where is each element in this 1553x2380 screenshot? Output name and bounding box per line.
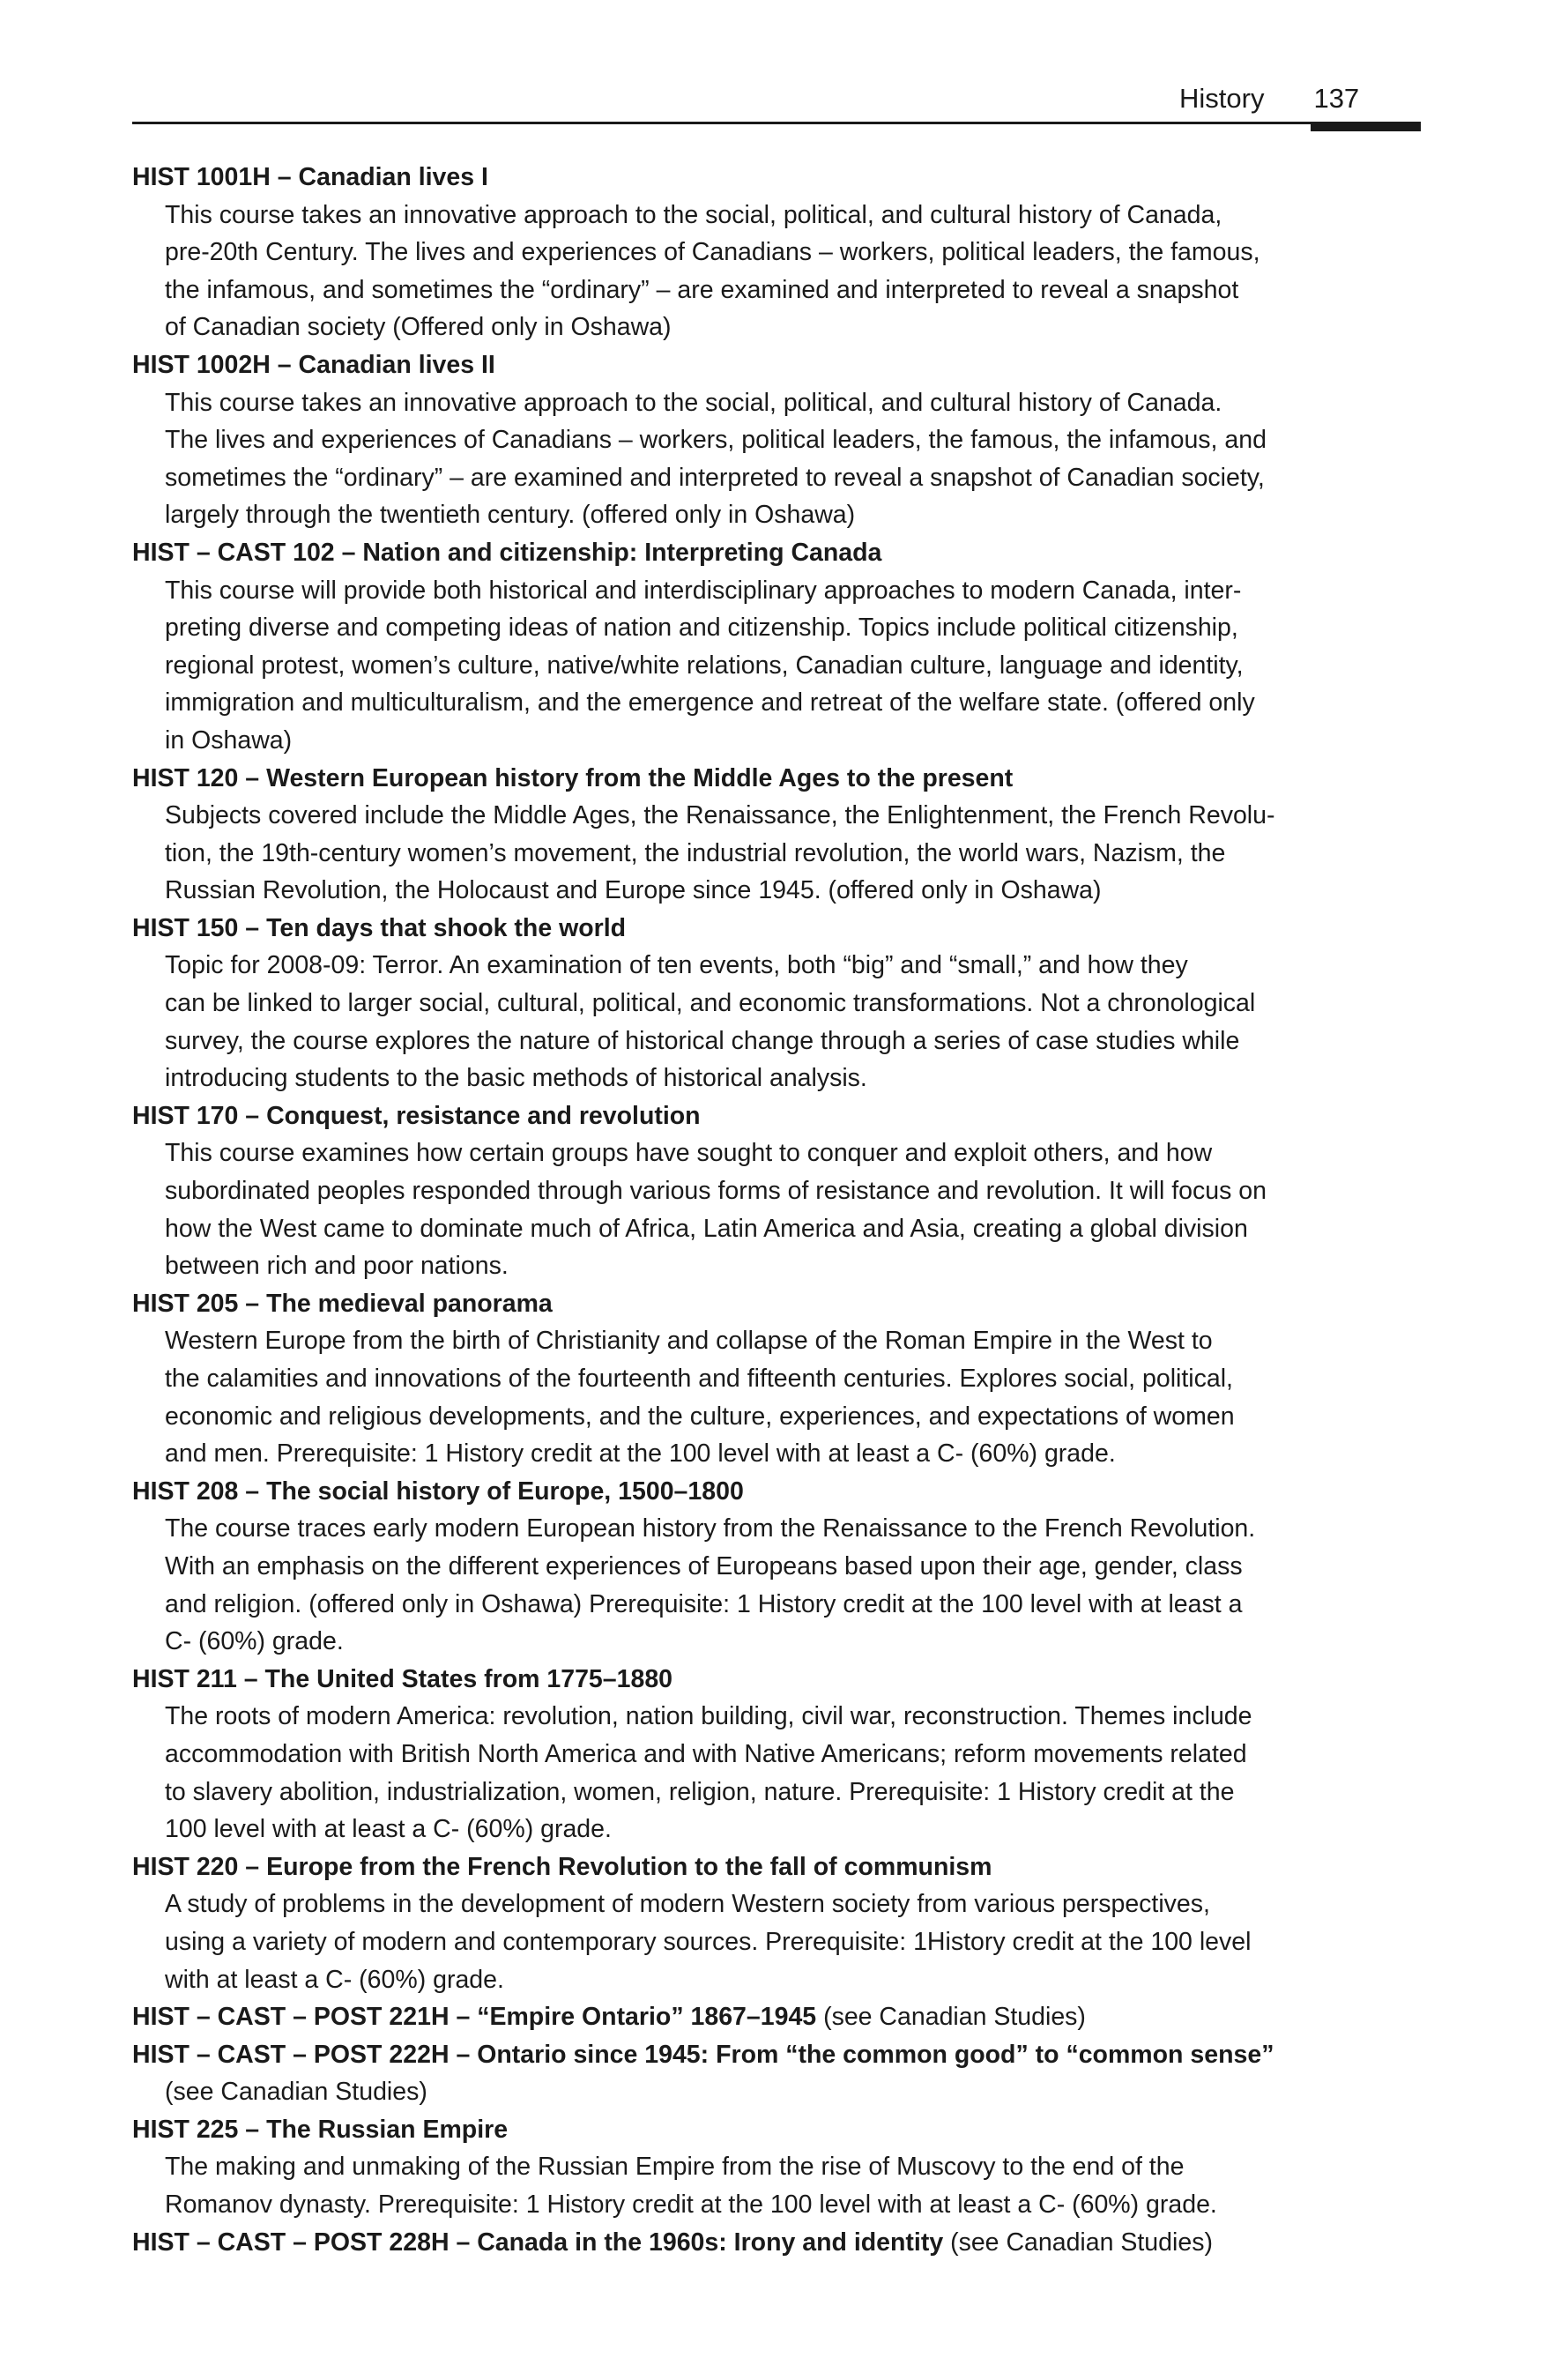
course-entry [132, 1998, 1421, 2036]
description-line: With an emphasis on the different experiences of Europeans based upon their age, gender, class [165, 1551, 1243, 1580]
course-title [132, 760, 1421, 798]
course-title-text: HIST – CAST – POST 222H – Ontario since 1945: From “the common good” to “common sense” [132, 2040, 1274, 2069]
description-line: and religion. (offered only in Oshawa) Prerequisite: 1 History credit at the 100 level with at least a [165, 1589, 1243, 1618]
course-title-text: HIST – CAST – POST 228H – Canada in the 1960s: Irony and identity [132, 2228, 944, 2257]
course-description [165, 384, 1421, 534]
course-title [132, 1285, 1421, 1323]
description-line: immigration and multiculturalism, and the emergence and retreat of the welfare state. (offered only [165, 688, 1255, 718]
description-line: Subjects covered include the Middle Ages, the Renaissance, the Enlightenment, the French Revolu- [165, 801, 1275, 830]
course-title-text: HIST 120 – Western European history from the Middle Ages to the present [132, 763, 1014, 792]
description-line: Romanov dynasty. Prerequisite: 1 History credit at the 100 level with at least a C- (60%) grade. [165, 2190, 1217, 2220]
course-entry [132, 1285, 1421, 1473]
description-line: The making and unmaking of the Russian Empire from the rise of Muscovy to the end of the [165, 2153, 1185, 2182]
description-line: A study of problems in the development of modern Western society from various perspectives, [165, 1890, 1210, 1919]
course-title [132, 2224, 1421, 2262]
course-entry [132, 2111, 1421, 2224]
page-header [132, 78, 1421, 130]
description-line: preting diverse and competing ideas of nation and citizenship. Topics include political citizenship, [165, 614, 1238, 643]
course-description [165, 572, 1421, 760]
description-line: The lives and experiences of Canadians – workers, political leaders, the famous, the infamous, and [165, 426, 1267, 455]
course-title [132, 159, 1421, 197]
course-title-text: HIST 225 – The Russian Empire [132, 2115, 509, 2144]
description-line: This course takes an innovative approach to the social, political, and cultural history of Canada. [165, 388, 1222, 417]
description-line: (see Canadian Studies) [165, 2078, 427, 2107]
course-entry [132, 760, 1421, 910]
description-line: of Canadian society (Offered only in Oshawa) [165, 313, 672, 342]
section-name: History [1179, 83, 1265, 114]
description-line: The course traces early modern European history from the Renaissance to the French Revolution. [165, 1514, 1256, 1543]
description-line: regional protest, women’s culture, native/white relations, Canadian culture, language and identity, [165, 651, 1244, 680]
header-rule [132, 122, 1421, 124]
header-bar [1311, 122, 1421, 131]
course-title-text: HIST 1002H – Canadian lives II [132, 350, 495, 379]
description-line: largely through the twentieth century. (offered only in Oshawa) [165, 501, 856, 530]
course-title-text: HIST – CAST – POST 221H – “Empire Ontario” 1867–1945 [132, 2003, 817, 2032]
description-line: in Oshawa) [165, 725, 293, 755]
course-cross-reference: (see Canadian Studies) [816, 2003, 1086, 2032]
course-description [165, 797, 1421, 910]
course-title [132, 1661, 1421, 1699]
course-entry [132, 1661, 1421, 1848]
description-line: sometimes the “ordinary” – are examined and interpreted to reveal a snapshot of Canadian society, [165, 463, 1265, 492]
course-title-text: HIST 220 – Europe from the French Revolution to the fall of communism [132, 1852, 992, 1881]
description-line: Topic for 2008-09: Terror. An examination of ten events, both “big” and “small,” and how they [165, 951, 1188, 980]
description-line: 100 level with at least a C- (60%) grade. [165, 1815, 612, 1844]
course-title [132, 1998, 1421, 2036]
description-line: between rich and poor nations. [165, 1252, 509, 1281]
description-line: pre-20th Century. The lives and experiences of Canadians – workers, political leaders, the famous, [165, 238, 1260, 267]
course-entry [132, 346, 1421, 534]
course-description [165, 197, 1421, 346]
course-title-text: HIST 211 – The United States from 1775–1880 [132, 1664, 673, 1693]
description-line: C- (60%) grade. [165, 1627, 344, 1656]
course-entry [132, 2036, 1421, 2111]
course-description [165, 2073, 1421, 2111]
description-line: the calamities and innovations of the fourteenth and fifteenth centuries. Explores social, political, [165, 1365, 1233, 1393]
course-title-text: HIST 205 – The medieval panorama [132, 1289, 553, 1318]
description-line: economic and religious developments, and the culture, experiences, and expectations of women [165, 1402, 1235, 1431]
description-line: Russian Revolution, the Holocaust and Europe since 1945. (offered only in Oshawa) [165, 876, 1102, 905]
description-line: This course will provide both historical and interdisciplinary approaches to modern Canada, inter- [165, 576, 1242, 605]
course-entry [132, 910, 1421, 1097]
course-title [132, 2111, 1421, 2149]
course-title-text: HIST 170 – Conquest, resistance and revolution [132, 1101, 701, 1130]
course-description [165, 1510, 1421, 1660]
description-line: accommodation with British North America and with Native Americans; reform movements related [165, 1739, 1247, 1768]
course-entry [132, 159, 1421, 346]
description-line: can be linked to larger social, cultural, political, and economic transformations. Not a chronological [165, 989, 1256, 1018]
page-number: 137 [1313, 83, 1360, 114]
description-line: The roots of modern America: revolution, nation building, civil war, reconstruction. Themes include [165, 1702, 1252, 1731]
course-description [165, 1134, 1421, 1284]
course-description [165, 1322, 1421, 1472]
course-title [132, 1473, 1421, 1511]
course-title [132, 346, 1421, 384]
running-header [1179, 81, 1410, 116]
description-line: and men. Prerequisite: 1 History credit at the 100 level with at least a C- (60%) grade. [165, 1439, 1116, 1469]
course-entry [132, 1097, 1421, 1285]
course-description [165, 1885, 1421, 1998]
description-line: how the West came to dominate much of Africa, Latin America and Asia, creating a global division [165, 1214, 1248, 1243]
course-title-text: HIST 208 – The social history of Europe, 1500–1800 [132, 1476, 744, 1506]
course-title [132, 1848, 1421, 1886]
description-line: Western Europe from the birth of Christianity and collapse of the Roman Empire in the West to [165, 1327, 1213, 1356]
course-description [165, 2148, 1421, 2223]
course-entry [132, 1848, 1421, 1998]
course-description [165, 1698, 1421, 1848]
description-line: to slavery abolition, industrialization, women, religion, nature. Prerequisite: 1 History credit at the [165, 1777, 1235, 1806]
description-line: This course examines how certain groups have sought to conquer and exploit others, and how [165, 1139, 1213, 1168]
course-description [165, 947, 1421, 1097]
course-cross-reference: (see Canadian Studies) [943, 2228, 1213, 2257]
description-line: tion, the 19th-century women’s movement, the industrial revolution, the world wars, Nazism, the [165, 838, 1226, 867]
course-entry [132, 1473, 1421, 1661]
description-line: survey, the course explores the nature of historical change through a series of case studies while [165, 1026, 1240, 1055]
course-title-text: HIST 150 – Ten days that shook the world [132, 913, 627, 942]
course-entry [132, 534, 1421, 760]
course-title [132, 910, 1421, 948]
description-line: introducing students to the basic methods of historical analysis. [165, 1064, 867, 1093]
description-line: with at least a C- (60%) grade. [165, 1965, 504, 1994]
course-list [132, 159, 1421, 2261]
description-line: using a variety of modern and contemporary sources. Prerequisite: 1History credit at the 100 level [165, 1927, 1252, 1956]
course-title-text: HIST – CAST 102 – Nation and citizenship: Interpreting Canada [132, 538, 882, 567]
course-entry [132, 2224, 1421, 2262]
course-title-text: HIST 1001H – Canadian lives I [132, 163, 488, 191]
description-line: subordinated peoples responded through various forms of resistance and revolution. It will focus on [165, 1177, 1267, 1206]
description-line: the infamous, and sometimes the “ordinary” – are examined and interpreted to reveal a snapshot [165, 275, 1239, 304]
course-title [132, 1097, 1421, 1135]
course-title [132, 534, 1421, 572]
description-line: This course takes an innovative approach to the social, political, and cultural history of Canada, [165, 200, 1222, 229]
course-title [132, 2036, 1421, 2074]
